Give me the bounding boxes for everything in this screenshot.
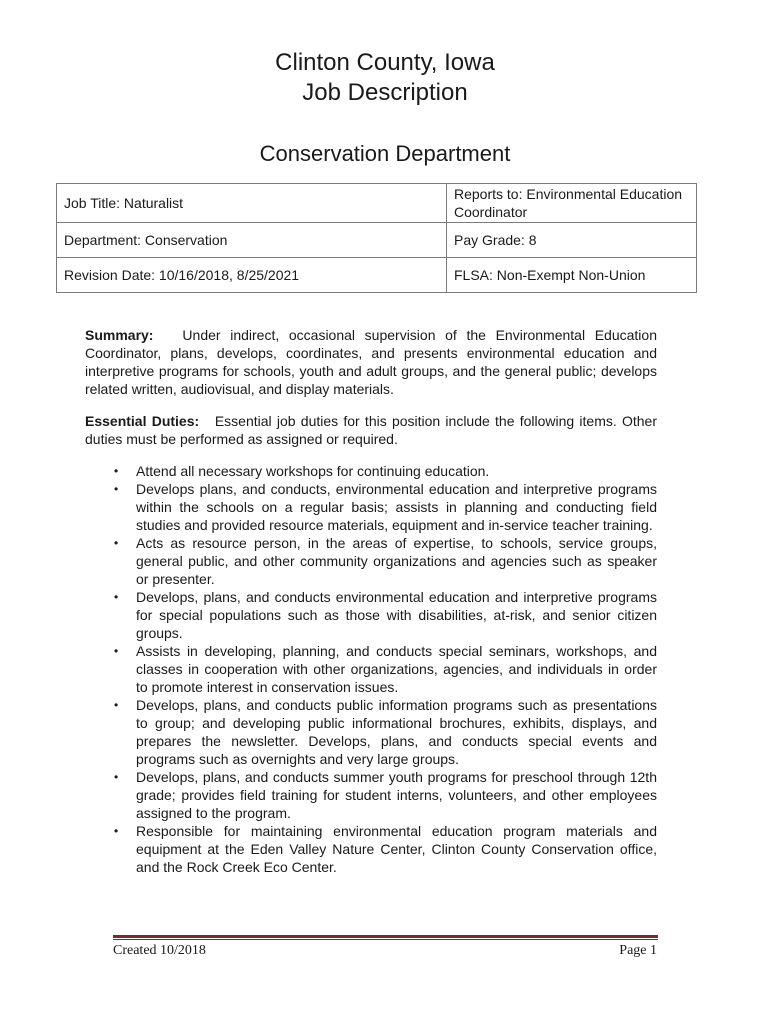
job-info-table: [56, 183, 697, 293]
bullet-icon: •: [114, 482, 119, 496]
duties-list: [85, 462, 657, 876]
list-item: • Responsible for maintaining environmental education program materials and equipment at the Eden Valley Nature Center, Clinton County Conservation office, and the Rock Creek Eco Center.: [114, 823, 657, 875]
list-item: • Develops plans, and conducts, environmental education and interpretive programs within the schools on a regular basis; assists in planning and conducting field studies and provided resource materials, equipment and in-service teacher training.: [114, 481, 657, 533]
list-item: • Develops, plans, and conducts environmental education and interpretive programs for special populations such as those with disabilities, at-risk, and senior citizen groups.: [114, 589, 657, 641]
list-item: • Attend all necessary workshops for continuing education.: [114, 463, 490, 479]
reports-to-cell: Reports to: Environmental Education Coordinator: [447, 184, 697, 223]
department-cell: Department: Conservation: [57, 223, 447, 258]
county-title: Clinton County, Iowa: [275, 49, 495, 76]
footer-divider-thin: [113, 939, 658, 940]
revision-date-cell: Revision Date: 10/16/2018, 8/25/2021: [57, 258, 447, 293]
summary-label: Summary:: [85, 327, 154, 343]
job-title-cell: Job Title: Naturalist: [57, 184, 447, 223]
bullet-icon: •: [114, 536, 119, 550]
document-type-title: Job Description: [302, 79, 468, 106]
bullet-icon: •: [114, 770, 119, 784]
essential-duties-paragraph: [85, 412, 657, 448]
summary-paragraph: [85, 326, 657, 398]
flsa-cell: FLSA: Non-Exempt Non-Union: [447, 258, 697, 293]
list-item: • Assists in developing, planning, and conducts special seminars, workshops, and classes in cooperation with other organizations, agencies, and individuals in order to promote interest in conservation issues.: [114, 643, 657, 695]
bullet-icon: •: [114, 698, 119, 712]
bullet-icon: •: [114, 824, 119, 838]
essential-duties-label: Essential Duties:: [85, 413, 200, 429]
bullet-icon: •: [114, 644, 119, 658]
table-row: [57, 223, 697, 258]
list-item: • Acts as resource person, in the areas of expertise, to schools, service groups, general public, and other community organizations and agencies such as speaker or presenter.: [114, 535, 657, 587]
list-item: • Develops, plans, and conducts public information programs such as presentations to group; and developing public informational brochures, exhibits, displays, and prepares the newsletter. Develops, plans, and conducts special events and programs such as overnights and very large groups.: [114, 697, 657, 767]
created-date: Created 10/2018: [113, 943, 206, 958]
summary-text: Under indirect, occasional supervision of the Environmental Education Coordinator, plans, develops, coordinates, and presents environmental education and interpretive programs for schools, youth and adult groups, and the general public; develops related written, audiovisual, and display materials.: [85, 327, 657, 397]
essential-duties-intro: Essential job duties for this position include the following items. Other duties must be performed as assigned or required.: [85, 413, 657, 447]
table-row: [57, 258, 697, 293]
page-number: Page 1: [619, 943, 657, 958]
bullet-icon: •: [114, 590, 119, 604]
footer-divider: [113, 935, 658, 938]
pay-grade-cell: Pay Grade: 8: [447, 223, 697, 258]
document-title-block: [0, 48, 770, 108]
list-item: • Develops, plans, and conducts summer youth programs for preschool through 12th grade; provides field training for student interns, volunteers, and other employees assigned to the program.: [114, 769, 657, 821]
document-body: [85, 326, 657, 876]
table-row: [57, 184, 697, 223]
department-heading: Conservation Department: [259, 141, 511, 166]
bullet-icon: •: [114, 464, 119, 478]
